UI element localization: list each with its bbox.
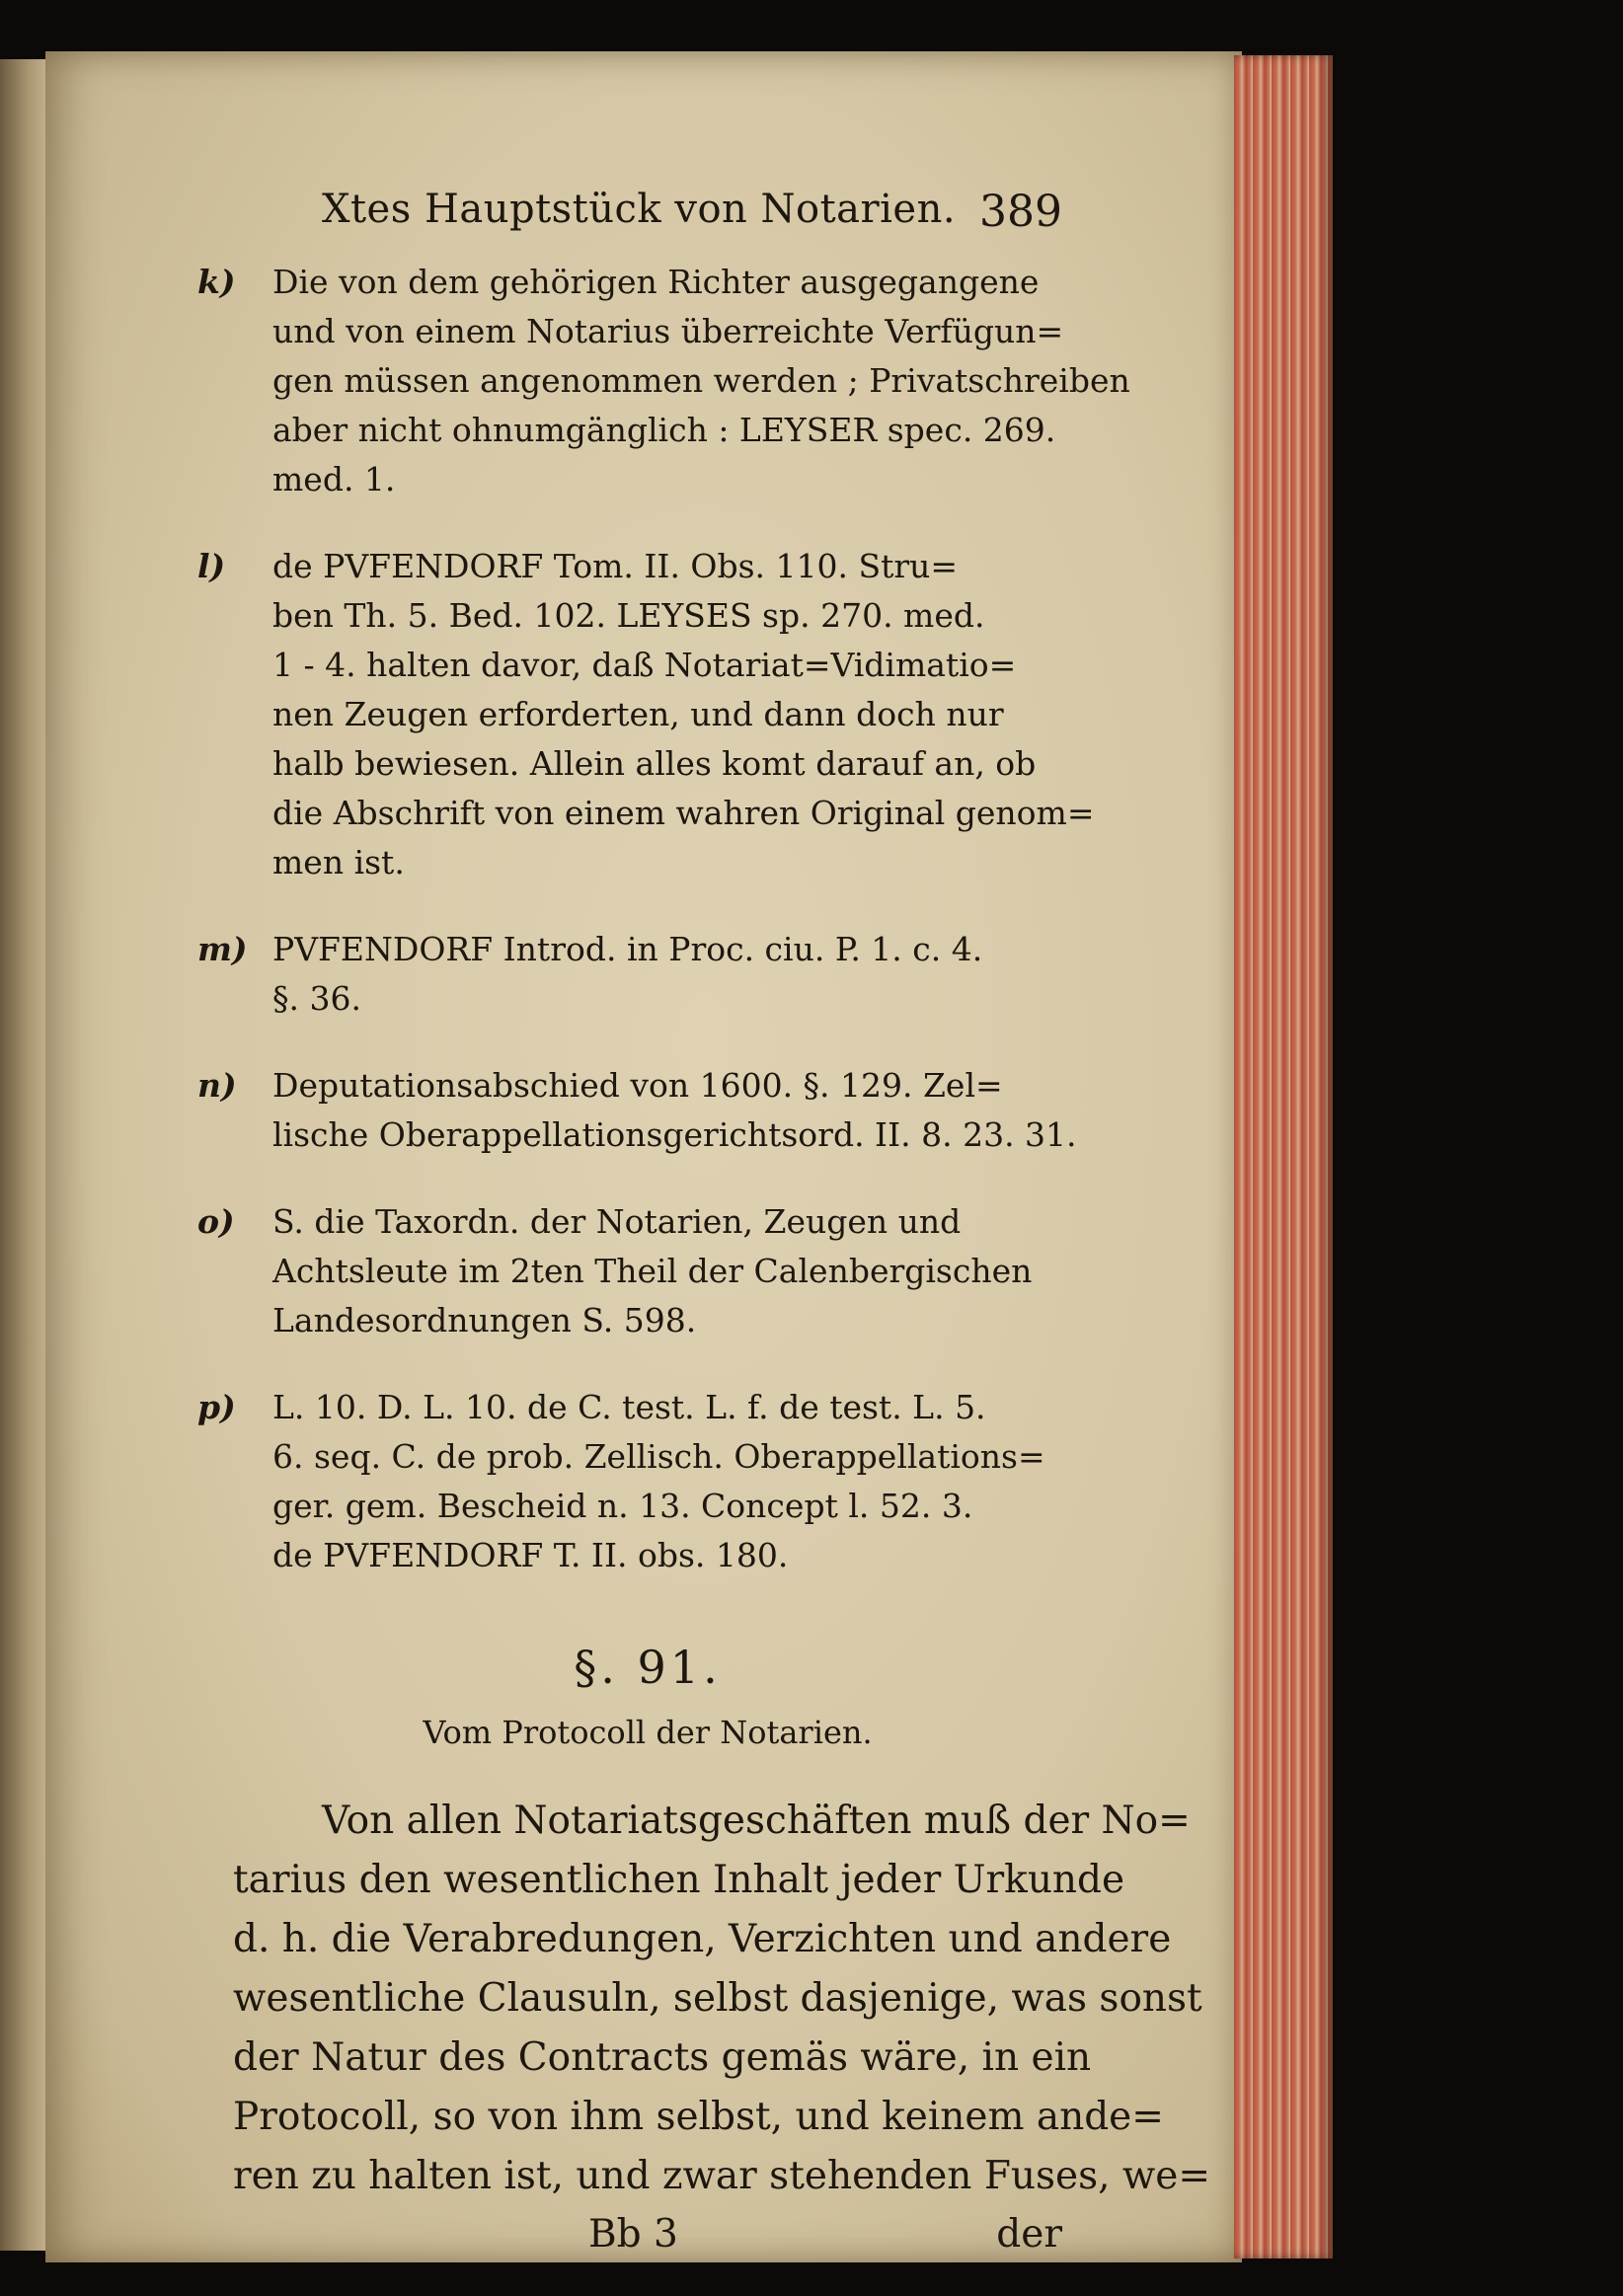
footnote-line: S. die Taxordn. der Notarien, Zeugen und bbox=[272, 1202, 962, 1241]
footnote-k bbox=[197, 258, 1130, 504]
body-line: Von allen Notariatsgeschäften muß der No= bbox=[322, 1799, 1191, 1843]
footnote-line: 1 - 4. halten davor, daß Notariat=Vidimatio= bbox=[272, 646, 1017, 684]
footnote-line: Achtsleute im 2ten Theil der Calenbergischen bbox=[272, 1252, 1033, 1290]
footnote-line: de PVFENDORF Tom. II. Obs. 110. Stru= bbox=[272, 547, 959, 585]
page-edges-fore-edge bbox=[1234, 55, 1333, 2258]
footnote-mark: n) bbox=[197, 1066, 237, 1105]
footnote-line: nen Zeugen erforderten, und dann doch nur bbox=[272, 695, 1004, 733]
footnote-mark: k) bbox=[197, 263, 236, 301]
footnote-line: PVFENDORF Introd. in Proc. ciu. P. 1. c. 4. bbox=[272, 930, 983, 968]
footnote-line: aber nicht ohnumgänglich : LEYSER spec. 269. bbox=[272, 411, 1056, 449]
section-number: §. 91. bbox=[574, 1641, 722, 1694]
footnotes bbox=[197, 258, 1130, 1580]
page-number: 389 bbox=[979, 187, 1062, 237]
footnote-line: die Abschrift von einem wahren Original genom= bbox=[272, 794, 1095, 832]
footnote-line: L. 10. D. L. 10. de C. test. L. f. de test. L. 5. bbox=[272, 1388, 986, 1426]
footnote-p bbox=[197, 1383, 1062, 1580]
footnote-line: 6. seq. C. de prob. Zellisch. Oberappellations= bbox=[272, 1437, 1045, 1476]
footnote-m bbox=[197, 925, 1062, 1024]
page-header bbox=[233, 183, 1062, 246]
body-line: tarius den wesentlichen Inhalt jeder Urkunde bbox=[233, 1858, 1125, 1902]
footnote-line: gen müssen angenommen werden ; Privatschreiben bbox=[272, 361, 1130, 400]
footnote-line: lische Oberappellationsgerichtsord. II. 8. 23. 31. bbox=[272, 1115, 1077, 1154]
footnote-line: Deputationsabschied von 1600. §. 129. Zel= bbox=[272, 1066, 1003, 1105]
body-line: d. h. die Verabredungen, Verzichten und andere bbox=[233, 1917, 1172, 1961]
body-line: der Natur des Contracts gemäs wäre, in ein bbox=[233, 2035, 1092, 2080]
footnote-line: halb bewiesen. Allein alles komt darauf an, ob bbox=[272, 744, 1037, 783]
page-footer bbox=[233, 2212, 1062, 2271]
body-line: Protocoll, so von ihm selbst, und keinem ande= bbox=[233, 2095, 1164, 2139]
section-title: Vom Protocoll der Notarien. bbox=[423, 1714, 873, 1751]
body-line: ren zu halten ist, und zwar stehenden Fuses, we= bbox=[233, 2154, 1211, 2198]
signature-mark: Bb 3 bbox=[588, 2212, 678, 2257]
footnote-mark: l) bbox=[197, 547, 226, 585]
footnote-n bbox=[197, 1061, 1077, 1160]
footnote-mark: m) bbox=[197, 930, 248, 968]
footnote-line: de PVFENDORF T. II. obs. 180. bbox=[272, 1536, 789, 1574]
footnote-o bbox=[197, 1197, 1062, 1345]
catchword: der bbox=[996, 2212, 1062, 2257]
running-head: Xtes Hauptstück von Notarien. bbox=[322, 187, 957, 232]
body-paragraph bbox=[233, 1792, 1211, 2206]
section-heading bbox=[233, 1638, 1062, 1752]
footnote-line: Die von dem gehörigen Richter ausgegangene bbox=[272, 263, 1040, 301]
footnote-line: und von einem Notarius überreichte Verfügun= bbox=[272, 312, 1064, 350]
footnote-line: men ist. bbox=[272, 843, 405, 881]
footnote-l bbox=[197, 542, 1095, 887]
footnote-line: med. 1. bbox=[272, 460, 396, 498]
footnote-line: Landesordnungen S. 598. bbox=[272, 1301, 697, 1339]
footnote-line: ger. gem. Bescheid n. 13. Concept l. 52. 3. bbox=[272, 1487, 973, 1525]
footnote-line: ben Th. 5. Bed. 102. LEYSES sp. 270. med. bbox=[272, 596, 985, 635]
left-page-edge bbox=[0, 59, 51, 2251]
body-line: wesentliche Clausuln, selbst dasjenige, was sonst bbox=[233, 1976, 1202, 2021]
text-block bbox=[197, 183, 1211, 2271]
footnote-mark: p) bbox=[197, 1388, 236, 1426]
footnote-mark: o) bbox=[197, 1202, 235, 1241]
footnote-line: §. 36. bbox=[272, 979, 361, 1018]
